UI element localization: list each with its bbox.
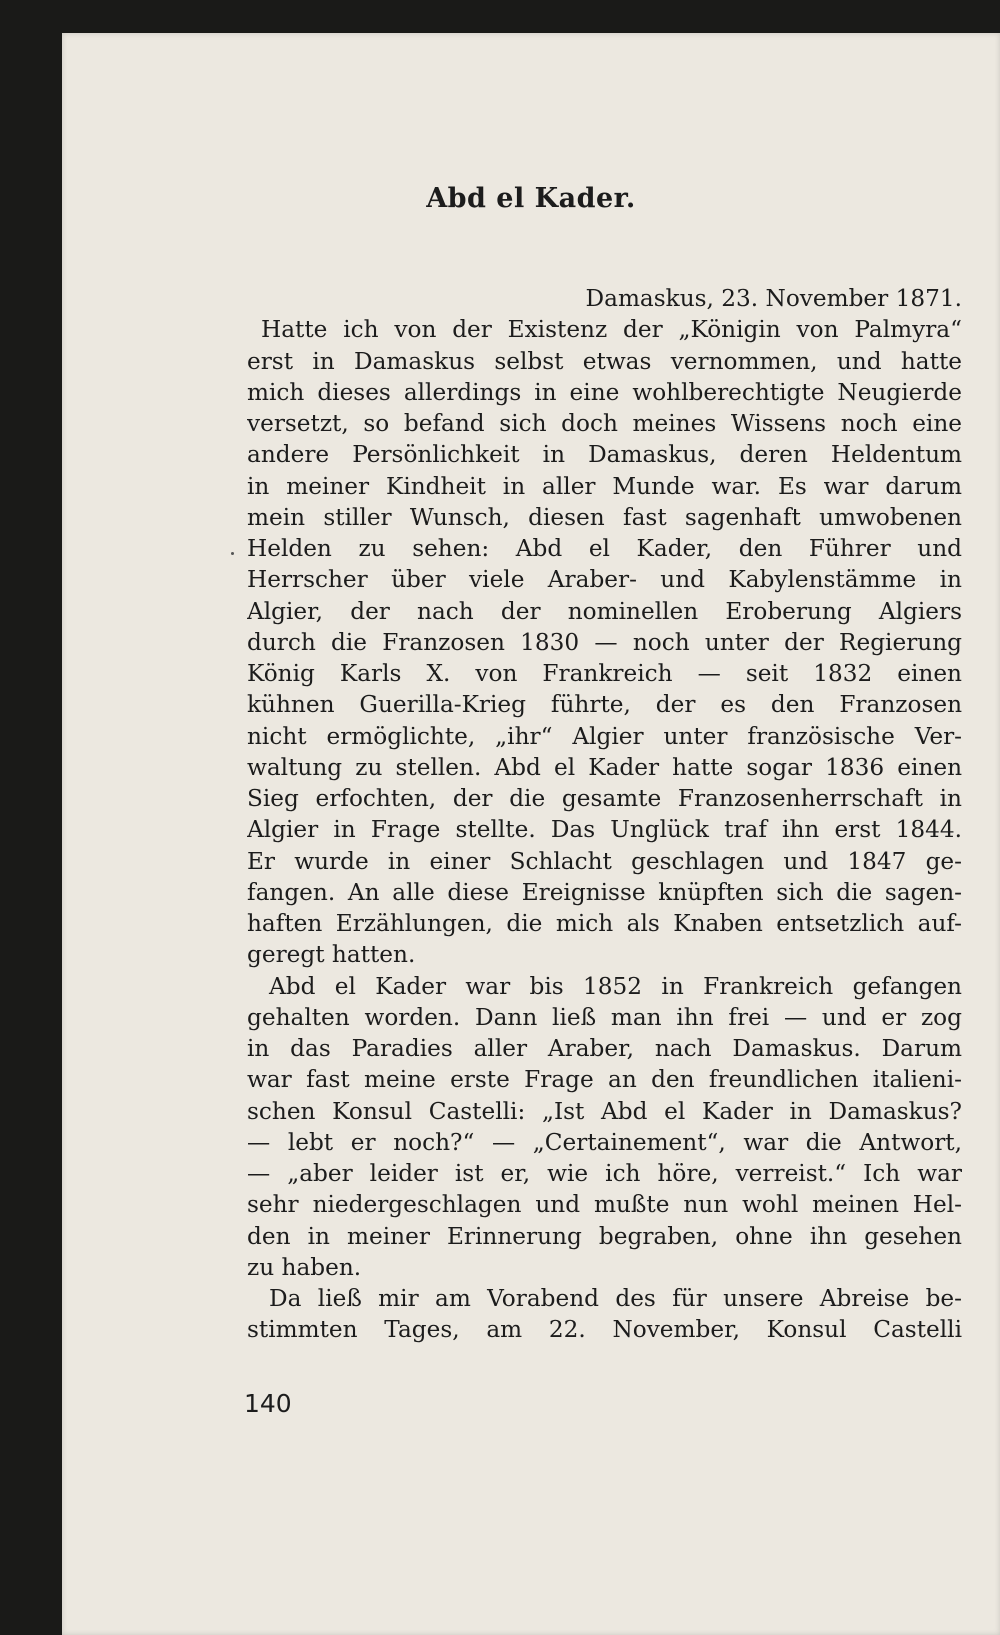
text-line: stimmten Tages, am 22. November, Konsul Castelli <box>247 1316 962 1344</box>
text-line: Herrscher über viele Araber- und Kabylenstämme in <box>247 566 962 594</box>
text-line: König Karls X. von Frankreich — seit 1832 einen <box>247 660 962 687</box>
text-line: durch die Franzosen 1830 — noch unter der Regierung <box>247 628 962 656</box>
text-line: Abd el Kader war bis 1852 in Frankreich gefangen <box>269 972 962 1000</box>
text-line: gehalten worden. Dann ließ man ihn frei — und er zog <box>247 1003 962 1031</box>
text-line: mein stiller Wunsch, diesen fast sagenhaft umwobenen <box>247 503 962 531</box>
text-line: erst in Damaskus selbst etwas vernommen, und hatte <box>247 347 962 375</box>
text-line: war fast meine erste Frage an den freundlichen italieni- <box>247 1066 962 1094</box>
speck-mark <box>231 552 234 555</box>
text-line: den in meiner Erinnerung begraben, ohne ihn gesehen <box>247 1222 962 1250</box>
text-line: in das Paradies aller Araber, nach Damaskus. Darum <box>247 1035 962 1062</box>
text-line: geregt hatten. <box>247 941 416 969</box>
text-line: Algier in Frage stellte. Das Unglück traf ihn erst 1844. <box>247 816 962 844</box>
text-line: zu haben. <box>247 1253 362 1281</box>
body-text <box>247 283 962 1346</box>
text-line: nicht ermöglichte, „ihr“ Algier unter französische Ver- <box>247 722 962 750</box>
page-number: 140 <box>244 1389 292 1418</box>
chapter-heading: Abd el Kader. <box>426 183 636 214</box>
text-line: waltung zu stellen. Abd el Kader hatte sogar 1836 einen <box>247 753 962 781</box>
text-line: Er wurde in einer Schlacht geschlagen und 1847 ge- <box>247 847 962 875</box>
text-line: mich dieses allerdings in eine wohlberechtigte Neugierde <box>247 378 962 406</box>
text-line: in meiner Kindheit in aller Munde war. Es war darum <box>247 472 962 500</box>
text-line: schen Konsul Castelli: „Ist Abd el Kader in Damaskus? <box>247 1097 962 1125</box>
text-line: Hatte ich von der Existenz der „Königin von Palmyra“ <box>261 316 962 344</box>
text-line: andere Persönlichkeit in Damaskus, deren Heldentum <box>247 441 962 469</box>
text-line: fangen. An alle diese Ereignisse knüpften sich die sagen- <box>247 878 962 906</box>
text-line: — lebt er noch?“ — „Certainement“, war die Antwort, <box>247 1128 962 1156</box>
text-line: Algier, der nach der nominellen Eroberung Algiers <box>247 597 962 625</box>
text-line: Da ließ mir am Vorabend des für unsere Abreise be- <box>269 1285 962 1312</box>
book-page <box>62 33 1000 1635</box>
text-line: versetzt, so befand sich doch meines Wissens noch eine <box>247 410 962 437</box>
text-line: haften Erzählungen, die mich als Knaben entsetzlich auf- <box>247 910 962 937</box>
dateline: Damaskus, 23. November 1871. <box>585 285 962 312</box>
text-line: Sieg erfochten, der die gesamte Franzosenherrschaft in <box>247 785 962 812</box>
text-line: sehr niedergeschlagen und mußte nun wohl meinen Hel- <box>247 1191 962 1219</box>
text-line: kühnen Guerilla-Krieg führte, der es den Franzosen <box>247 691 962 719</box>
text-line: — „aber leider ist er, wie ich höre, verreist.“ Ich war <box>247 1160 962 1187</box>
text-line: Helden zu sehen: Abd el Kader, den Führer und <box>247 535 962 562</box>
